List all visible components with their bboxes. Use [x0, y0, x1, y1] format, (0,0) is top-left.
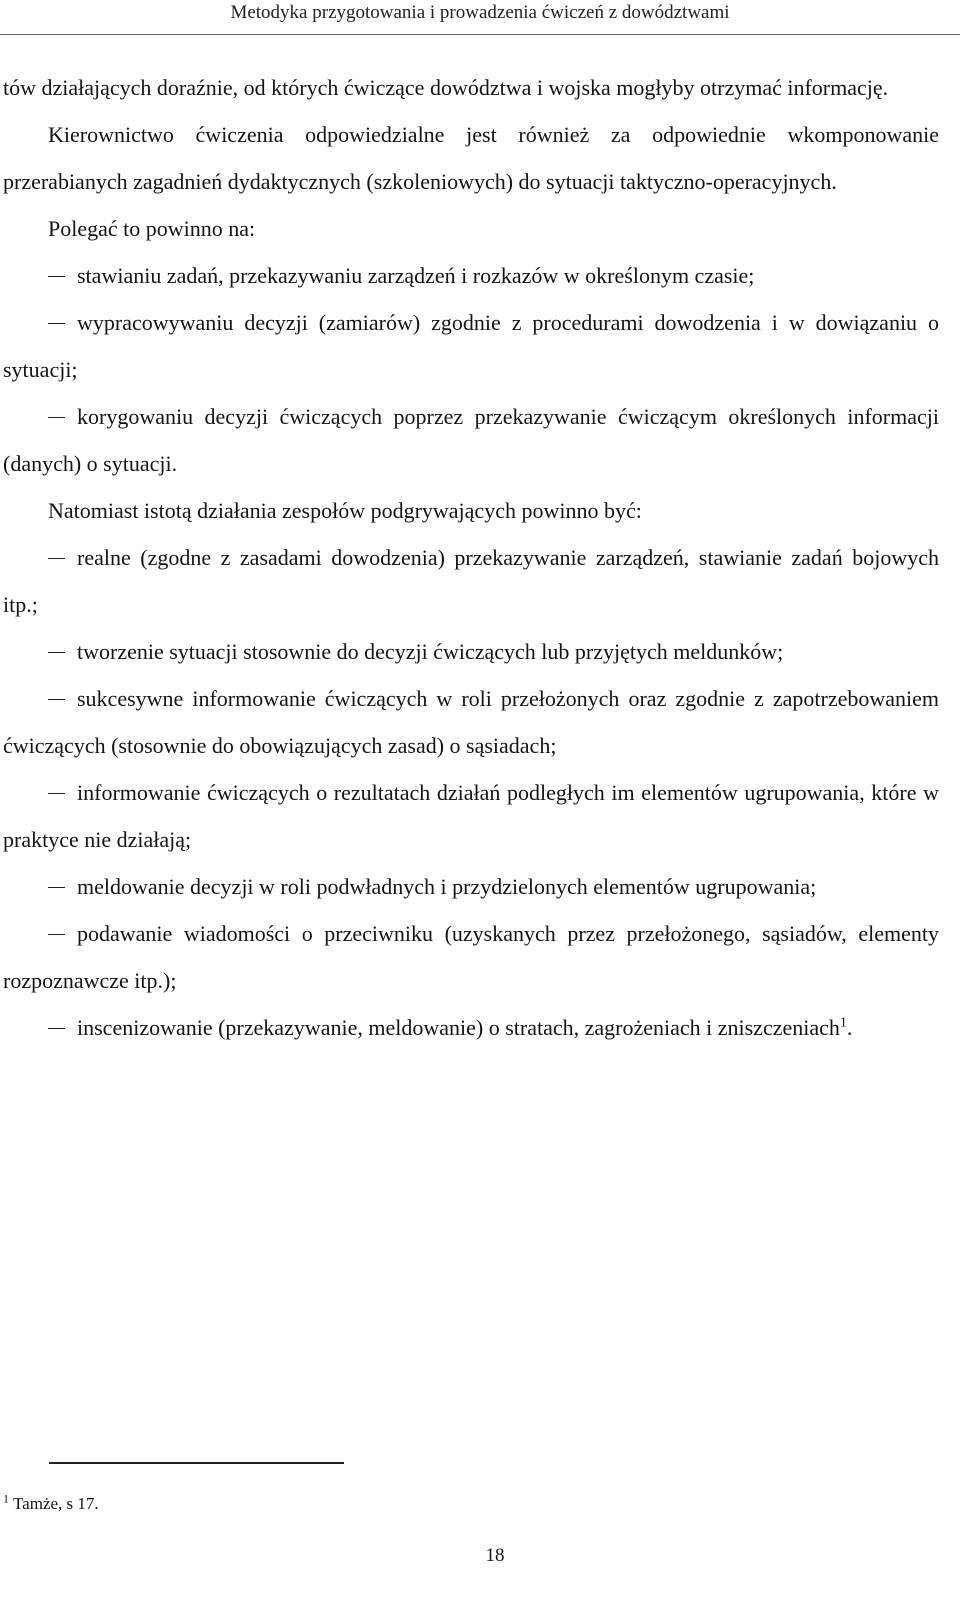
- list-item: [3, 393, 939, 487]
- list-item-text: wypracowywaniu decyzji (zamiarów) zgodnie z procedurami dowodzenia i w dowiązaniu o sytuacji;: [3, 310, 939, 382]
- list-item-text: stawianiu zadań, przekazywaniu zarządzeń i rozkazów w określonym czasie;: [77, 263, 755, 288]
- footnote-text: Tamże, s 17.: [12, 1494, 99, 1513]
- list-item: [3, 1004, 939, 1051]
- list-item-text: meldowanie decyzji w roli podwładnych i przydzielonych elementów ugrupowania;: [77, 874, 817, 899]
- dash-bullet: [48, 323, 65, 324]
- list-item: [3, 910, 939, 1004]
- dash-bullet: [48, 934, 65, 935]
- list-item-text: korygowaniu decyzji ćwiczących poprzez przekazywanie ćwiczącym określonych informacji (danych) o sytuacji.: [3, 404, 939, 476]
- list-item-text: realne (zgodne z zasadami dowodzenia) przekazywanie zarządzeń, stawianie zadań bojowych itp.;: [3, 545, 939, 617]
- dash-bullet: [48, 558, 65, 559]
- list-item: [3, 675, 939, 769]
- running-header: Metodyka przygotowania i prowadzenia ćwiczeń z dowództwami: [230, 2, 730, 23]
- list-item-end: .: [846, 1015, 853, 1040]
- paragraph-continuation: tów działających doraźnie, od których ćwiczące dowództwa i wojska mogłyby otrzymać informację.: [3, 75, 889, 100]
- list-item-text: sukcesywne informowanie ćwiczących w roli przełożonych oraz zgodnie z zapotrzebowaniem ćwiczących (stosownie do obowiązujących zasad) o sąsiadach;: [3, 686, 939, 758]
- footnote-marker: 1: [3, 1491, 9, 1506]
- dash-bullet: [48, 276, 65, 277]
- list-item: [3, 628, 939, 675]
- footnote: [3, 1492, 99, 1516]
- paragraph-natomiast: Natomiast istotą działania zespołów podgrywających powinno być:: [48, 498, 642, 523]
- list-item-text: podawanie wiadomości o przeciwniku (uzyskanych przez przełożonego, sąsiadów, elementy rozpoznawcze itp.);: [3, 921, 939, 993]
- paragraph-polegac: Polegać to powinno na:: [48, 216, 256, 241]
- footnote-divider: [49, 1462, 344, 1464]
- dash-bullet: [48, 887, 65, 888]
- dash-bullet: [48, 652, 65, 653]
- list-item-text: informowanie ćwiczących o rezultatach działań podległych im elementów ugrupowania, które w praktyce nie działają;: [3, 780, 939, 852]
- list-item-text: inscenizowanie (przekazywanie, meldowanie) o stratach, zagrożeniach i zniszczeniach: [77, 1015, 840, 1040]
- footnote-reference[interactable]: 1: [839, 1015, 847, 1031]
- list-item-text: tworzenie sytuacji stosownie do decyzji ćwiczących lub przyjętych meldunków;: [77, 639, 784, 664]
- page-number: 18: [485, 1545, 505, 1566]
- list-item: [3, 299, 939, 393]
- list-item: [3, 863, 939, 910]
- list-item: [3, 769, 939, 863]
- list-item: [3, 252, 939, 299]
- header-divider: [0, 34, 960, 35]
- dash-bullet: [48, 417, 65, 418]
- paragraph-kierownictwo: Kierownictwo ćwiczenia odpowiedzialne jest również za odpowiednie wkomponowanie przerabianych zagadnień dydaktycznych (szkoleniowych) do sytuacji taktyczno-operacyjnych.: [3, 122, 939, 194]
- dash-bullet: [48, 1028, 65, 1029]
- page-body: [3, 64, 939, 1051]
- list-item: [3, 534, 939, 628]
- dash-bullet: [48, 793, 65, 794]
- dash-bullet: [48, 699, 65, 700]
